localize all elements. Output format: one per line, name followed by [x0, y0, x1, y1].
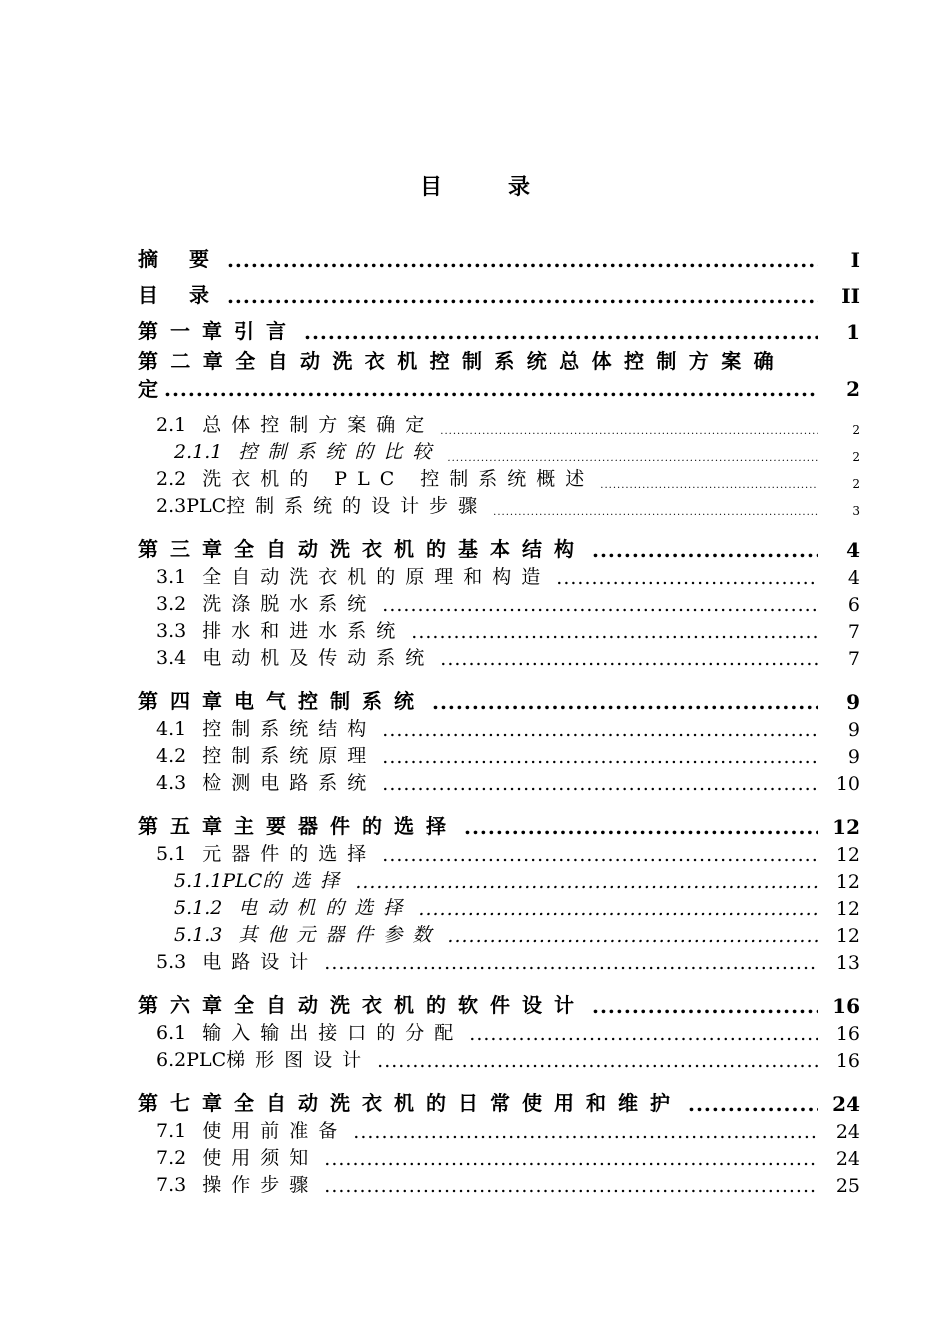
toc-entry-label: 摘 要	[138, 247, 221, 271]
section-number: 2.2	[156, 468, 187, 490]
toc-entry-4-2[interactable]	[138, 741, 860, 768]
toc-entry-5-3[interactable]	[138, 947, 860, 974]
toc-entry-label: 排水和进水系统	[202, 620, 406, 642]
section-number: 4.1	[156, 718, 187, 740]
toc-entry-label: 第五章主要器件的选择	[138, 814, 458, 838]
toc-page-number: 9	[847, 746, 860, 768]
toc-entry-label: 检测电路系统	[202, 772, 377, 794]
toc-page-number: 9	[846, 690, 860, 714]
toc-entry-6-2[interactable]	[138, 1045, 860, 1072]
toc-entry-3-2[interactable]	[138, 589, 860, 616]
toc-entry-6-1[interactable]	[138, 1018, 860, 1045]
toc-entry-2-2[interactable]	[138, 464, 860, 491]
toc-entry-7-2[interactable]	[138, 1143, 860, 1170]
toc-entry-4-3[interactable]	[138, 768, 860, 795]
toc-entry-5-1-1[interactable]	[138, 866, 860, 893]
toc-page-number: 12	[835, 844, 860, 866]
toc-page-number: 2	[852, 477, 860, 491]
section-number: 5.3	[156, 951, 187, 973]
toc-page-number: 16	[832, 994, 860, 1018]
toc-title: 目 录	[419, 174, 552, 200]
toc-entry-label: 电动机及传动系统	[202, 647, 435, 669]
toc-entry-label: 控制系统的比较	[238, 441, 442, 463]
toc-page-number: 12	[835, 898, 860, 920]
section-number: 4.2	[156, 745, 187, 767]
leader-dots	[418, 898, 818, 920]
toc-page-number: II	[841, 284, 860, 308]
section-number: 3.2	[156, 593, 187, 615]
toc-page-number: 2	[852, 423, 860, 437]
toc-page-number: 4	[847, 567, 860, 589]
toc-entry-2-1[interactable]	[138, 410, 860, 437]
toc-entry-label: 第六章全自动洗衣机的软件设计	[138, 993, 586, 1017]
toc-entry-chapter-5[interactable]	[138, 803, 860, 839]
toc-page-number: 12	[832, 815, 860, 839]
toc-page-number: 3	[852, 504, 860, 518]
toc-entry-label: 使用前准备	[202, 1120, 348, 1142]
leader-dots	[324, 1175, 818, 1197]
leader-dots	[440, 426, 818, 437]
leader-dots	[227, 248, 818, 272]
toc-entry-label: 输入输出接口的分配	[202, 1022, 464, 1044]
toc-entry-label: 电路设计	[202, 951, 319, 973]
section-number: 7.2	[156, 1147, 187, 1169]
section-number: 2.1	[156, 414, 187, 436]
leader-dots	[377, 1050, 818, 1072]
leader-dots	[447, 453, 818, 464]
toc-page-number: 12	[835, 871, 860, 893]
toc-entry-label: 全自动洗衣机的原理和构造	[202, 566, 551, 588]
toc-page-number: 4	[846, 538, 860, 562]
toc-entry-label: 控制系统原理	[202, 745, 377, 767]
toc-page-number: 2	[846, 377, 860, 401]
section-number: 5.1.2	[174, 897, 223, 919]
toc-entry-label: 的选择	[262, 870, 350, 892]
toc-entry-7-3[interactable]	[138, 1170, 860, 1197]
toc-page-number: 7	[847, 621, 860, 643]
toc-entry-label: 控制系统的设计步骤	[226, 495, 488, 517]
section-number: 4.3	[156, 772, 187, 794]
section-number: 2.1.1	[174, 441, 223, 463]
leader-dots	[600, 480, 818, 491]
toc-entry-2-1-1[interactable]	[138, 437, 860, 464]
toc-page-number: I	[850, 248, 860, 272]
toc-entry-label: 电动机的选择	[238, 897, 413, 919]
toc-entry-label: 操作步骤	[202, 1174, 319, 1196]
toc-page-number: 24	[835, 1148, 860, 1170]
toc-page-number: 10	[835, 773, 860, 795]
toc-entry-5-1-3[interactable]	[138, 920, 860, 947]
toc-page-number: 7	[847, 648, 860, 670]
toc-entry-contents[interactable]	[138, 272, 860, 308]
toc-entry-label: 洗涤脱水系统	[202, 593, 377, 615]
leader-dots	[493, 507, 818, 518]
section-number: 5.1	[156, 843, 187, 865]
toc-entry-label: 梯形图设计	[226, 1049, 372, 1071]
section-number: 3.1	[156, 566, 187, 588]
section-number: 3.3	[156, 620, 187, 642]
section-number: 6.2PLC	[156, 1049, 227, 1071]
toc-entry-3-3[interactable]	[138, 616, 860, 643]
toc-entry-chapter-3[interactable]	[138, 526, 860, 562]
toc-page-number: 6	[847, 594, 860, 616]
toc-page-number: 13	[835, 952, 860, 974]
section-number: 5.1.1PLC	[174, 870, 263, 892]
section-number: 7.3	[156, 1174, 187, 1196]
toc-entry-label: 洗衣机的 PLC 控制系统概述	[202, 468, 595, 490]
toc-entry-label: 使用须知	[202, 1147, 319, 1169]
leader-dots	[447, 925, 818, 947]
leader-dots	[324, 952, 818, 974]
toc-entry-abstract[interactable]	[138, 236, 860, 272]
leader-dots	[227, 284, 818, 308]
leader-dots	[353, 1121, 818, 1143]
toc-entry-4-1[interactable]	[138, 714, 860, 741]
toc-entry-chapter-6[interactable]	[138, 982, 860, 1018]
leader-dots	[592, 994, 818, 1018]
leader-dots	[688, 1092, 818, 1116]
toc-page-number: 24	[832, 1092, 860, 1116]
toc-page-number: 12	[835, 925, 860, 947]
toc-page-number: 9	[847, 719, 860, 741]
toc-entry-label: 第一章引言	[138, 319, 298, 343]
section-number: 2.3PLC	[156, 495, 227, 517]
toc-entry-label: 控制系统结构	[202, 718, 377, 740]
table-of-contents	[138, 236, 860, 1197]
toc-entry-2-3[interactable]	[138, 491, 860, 518]
section-number: 6.1	[156, 1022, 187, 1044]
toc-entry-3-1[interactable]	[138, 562, 860, 589]
toc-page-number: 16	[835, 1050, 860, 1072]
toc-entry-5-1-2[interactable]	[138, 893, 860, 920]
section-number: 5.1.3	[174, 924, 223, 946]
toc-entry-label: 第四章电气控制系统	[138, 689, 426, 713]
toc-page-number: 25	[835, 1175, 860, 1197]
toc-entry-label: 第三章全自动洗衣机的基本结构	[138, 537, 586, 561]
leader-dots	[382, 773, 818, 795]
leader-dots	[411, 621, 818, 643]
toc-entry-label: 其他元器件参数	[238, 924, 442, 946]
leader-dots	[355, 871, 818, 893]
leader-dots	[469, 1023, 818, 1045]
leader-dots	[164, 376, 818, 402]
toc-entry-label: 目 录	[138, 283, 221, 307]
toc-page-number: 2	[852, 450, 860, 464]
leader-dots	[382, 844, 818, 866]
leader-dots	[304, 320, 818, 344]
toc-entry-chapter-4[interactable]	[138, 678, 860, 714]
toc-entry-label: 元器件的选择	[202, 843, 377, 865]
toc-entry-7-1[interactable]	[138, 1116, 860, 1143]
leader-dots	[592, 538, 818, 562]
leader-dots	[464, 815, 818, 839]
leader-dots	[382, 594, 818, 616]
toc-page-number: 16	[835, 1023, 860, 1045]
toc-entry-chapter-2[interactable]	[138, 348, 860, 402]
leader-dots	[382, 746, 818, 768]
leader-dots	[324, 1148, 818, 1170]
toc-entry-label: 第二章全自动洗衣机控制系统总体控制方案确	[138, 349, 786, 373]
toc-page-number: 1	[846, 320, 860, 344]
toc-entry-label-continued: 定	[138, 377, 158, 401]
leader-dots	[382, 719, 818, 741]
toc-entry-chapter-7[interactable]	[138, 1080, 860, 1116]
section-number: 7.1	[156, 1120, 187, 1142]
leader-dots	[432, 690, 818, 714]
toc-entry-chapter-1[interactable]	[138, 308, 860, 344]
toc-entry-5-1[interactable]	[138, 839, 860, 866]
toc-entry-3-4[interactable]	[138, 643, 860, 670]
toc-entry-label: 第七章全自动洗衣机的日常使用和维护	[138, 1091, 682, 1115]
leader-dots	[440, 648, 818, 670]
toc-entry-label: 总体控制方案确定	[202, 414, 435, 436]
section-number: 3.4	[156, 647, 187, 669]
toc-page-number: 24	[835, 1121, 860, 1143]
leader-dots	[556, 567, 818, 589]
